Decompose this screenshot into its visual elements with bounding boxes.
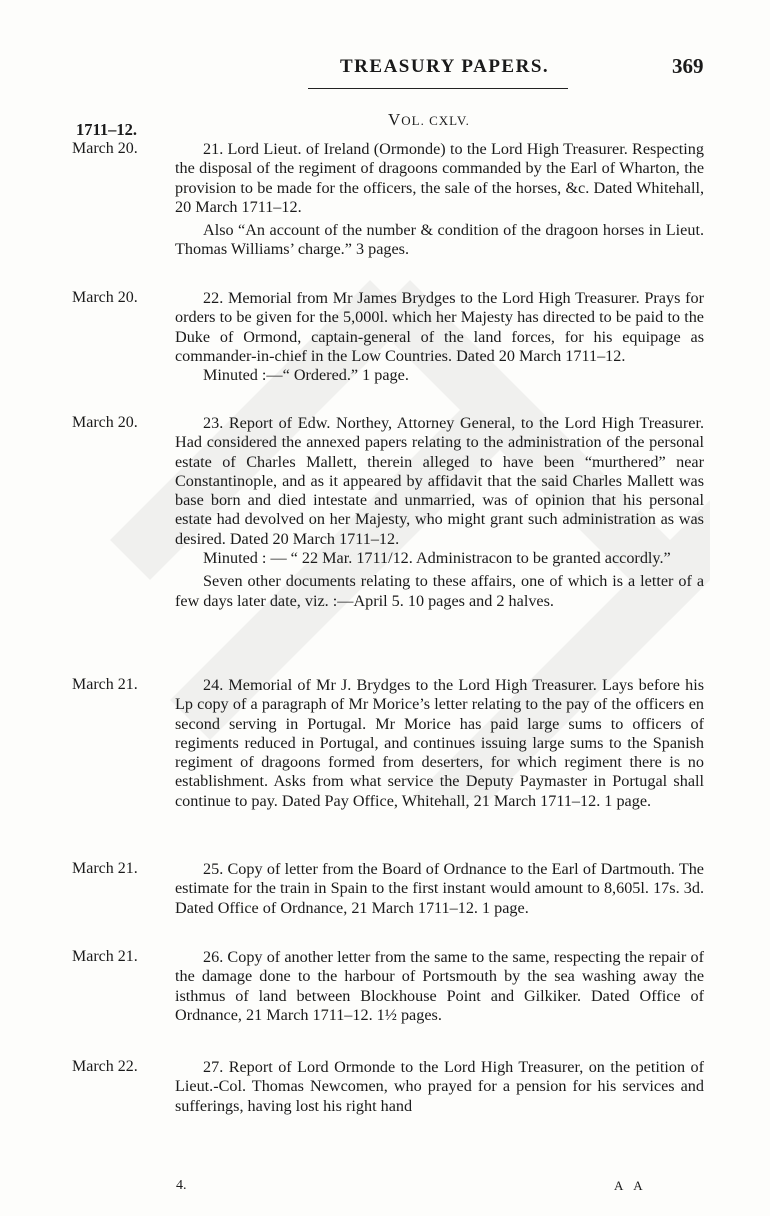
entry-text: Also “An account of the number & condition of the dragoon horses in Lieut. Thomas Williams’ charge.” 3 pages. xyxy=(175,221,704,259)
volume-rest: OL. CXLV. xyxy=(401,113,470,128)
entry-body xyxy=(175,140,704,260)
entry-paragraph xyxy=(175,948,704,1025)
entry-date: March 21. xyxy=(72,860,138,877)
entry-date: March 20. xyxy=(72,414,138,431)
entry-paragraph xyxy=(175,414,704,549)
entry-paragraph xyxy=(175,221,704,260)
entry-paragraph xyxy=(175,572,704,611)
entry-text: 26. Copy of another letter from the same to the same, respecting the repair of the damage done to the harbour of Portsmouth by the sea washing away the isthmus of land between Blockhouse Point and Gilkiker. Dated Office of Ordnance, 21 March 1711–12. 1½ pages. xyxy=(175,948,704,1024)
entry-text: Seven other documents relating to these affairs, one of which is a letter of a few days later date, viz. :—April 5. 10 pages and 2 halves. xyxy=(175,572,704,610)
running-title: TREASURY PAPERS. xyxy=(340,56,550,77)
entry-text: 27. Report of Lord Ormonde to the Lord High Treasurer, on the petition of Lieut.-Col. Thomas Newcomen, who prayed for a pension for his services and sufferings, having lost his right hand xyxy=(175,1058,704,1115)
entry-paragraph xyxy=(175,1058,704,1116)
year-marker: 1711–12. xyxy=(76,120,137,139)
volume-heading xyxy=(388,110,470,130)
entry-paragraph xyxy=(175,860,704,918)
entry-date: March 20. xyxy=(72,289,138,306)
entry-body xyxy=(175,289,704,385)
entry-body xyxy=(175,676,704,811)
entry-paragraph xyxy=(175,676,704,811)
signature-mark: 4. xyxy=(176,1178,187,1193)
entry-date: March 22. xyxy=(72,1058,138,1075)
entry-body xyxy=(175,948,704,1025)
volume-prefix: V xyxy=(388,110,402,129)
page-header xyxy=(0,52,770,92)
entry-date: March 21. xyxy=(72,948,138,965)
entry-text: Minuted : — “ 22 Mar. 1711/12. Administracon to be granted accordly.” xyxy=(203,549,671,568)
entry-paragraph xyxy=(175,549,704,568)
entry-text: 25. Copy of letter from the Board of Ordnance to the Earl of Dartmouth. The estimate for the train in Spain to the first instant would amount to 8,605l. 17s. 3d. Dated Office of Ordnance, 21 March 1711–12. 1 page. xyxy=(175,860,704,917)
entry-text: Minuted :—“ Ordered.” 1 page. xyxy=(203,366,409,385)
entry-date: March 20. xyxy=(72,140,138,157)
entry-body xyxy=(175,860,704,918)
page-number: 369 xyxy=(672,54,704,78)
entry-text: 22. Memorial from Mr James Brydges to the Lord High Treasurer. Prays for orders to be given for the 5,000l. which her Majesty has directed to be paid to the Duke of Ormond, captain-general of the land forces, for his equipage as commander-in-chief in the Low Countries. Dated 20 March 1711–12. xyxy=(175,289,704,365)
entry-paragraph xyxy=(175,366,704,385)
header-rule xyxy=(308,88,568,89)
gathering-mark: A A xyxy=(614,1178,647,1193)
entry-text: 21. Lord Lieut. of Ireland (Ormonde) to the Lord High Treasurer. Respecting the disposal of the regiment of dragoons commanded by the Earl of Wharton, the provision to be made for the officers, the sale of the horses, &c. Dated Whitehall, 20 March 1711–12. xyxy=(175,140,704,216)
entry-body xyxy=(175,1058,704,1116)
entry-text: 23. Report of Edw. Northey, Attorney General, to the Lord High Treasurer. Had considered the annexed papers relating to the administration of the personal estate of Charles Mallett, therein alleged to have been “murthered” near Constantinople, and as it appeared by affidavit that the said Charles Mallett was base born and died intestate and unmarried, was of opinion that his personal estate had devolved on her Majesty, who might grant such administration as was desired. Dated 20 March 1711–12. xyxy=(175,414,704,548)
entry-paragraph xyxy=(175,289,704,366)
entry-text: 24. Memorial of Mr J. Brydges to the Lord High Treasurer. Lays before his Lp copy of a paragraph of Mr Morice’s letter relating to the pay of the officers en second serving in Portugal. Mr Morice has paid large sums to officers of regiments reduced in Portugal, and continues issuing large sums to the Spanish regiment of dragoons formed from deserters, for which regiment there is no establishment. Asks from what service the Deputy Paymaster in Portugal shall continue to pay. Dated Pay Office, Whitehall, 21 March 1711–12. 1 page. xyxy=(175,676,704,810)
entry-date: March 21. xyxy=(72,676,138,693)
entry-body xyxy=(175,414,704,611)
entry-paragraph xyxy=(175,140,704,217)
